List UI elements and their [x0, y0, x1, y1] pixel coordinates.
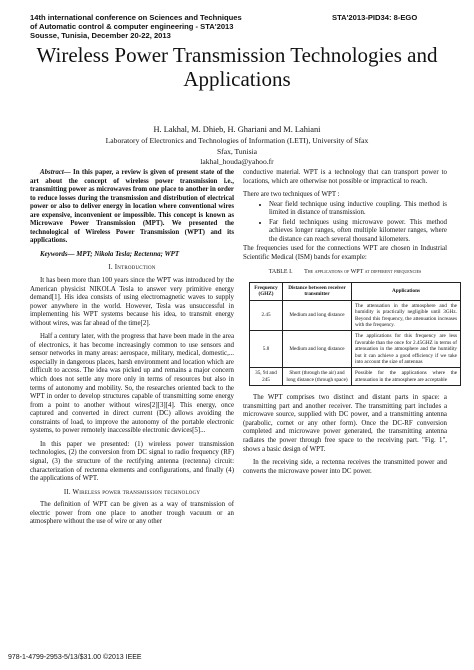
table-cell: The attenuation in the atmosphere and the humidity is practically negligible until 3GHz. Beyond this frequency, the attenuation increases with the frequency. — [352, 300, 461, 331]
table-caption — [243, 268, 447, 277]
paper-id: STA'2013-PID34: 8-EGO — [332, 13, 418, 22]
author-block — [0, 124, 474, 168]
table-cell: Possible for the applications where the attenuation in the atmosphere are acceptable — [352, 368, 461, 386]
author-affiliation: Laboratory of Electronics and Technologies of Information (LETI), University of Sfax — [105, 136, 369, 145]
frequency-table — [249, 282, 461, 386]
table-label: TABLE I. — [268, 269, 293, 276]
conference-line: Sousse, Tunisia, December 20-22, 2013 — [30, 31, 171, 40]
keywords-label: Keywords— — [40, 250, 75, 258]
table-cell: 2.45 — [250, 300, 283, 331]
paragraph: conductive material. WPT is a technology that can transport power to locations, which are otherwise not possible or impractical to reach. — [243, 169, 447, 185]
table-cell: Short (through the air) and long distance (through space) — [283, 368, 352, 386]
paragraph: In this paper we presented: (1) wireless power transmission technologies, (2) the conversion from DC signal to radio frequency (RF) signal, (3) the structure of the rectifying antenna (rectenna) circuit: characterization of rectenna elements and configurations, and finally (4) the applications of WPT. — [30, 440, 234, 483]
abstract — [30, 169, 234, 246]
right-column — [243, 169, 457, 481]
table-cell: The applications for this frequency are less favorable than the once for 2.45GHZ in terms of attenuation in the atmosphere and the humidity but it can achieve a good efficiency if we take into account the size of antennas — [352, 331, 461, 368]
copyright-footer: 978-1-4799-2953-5/13/$31.00 ©2013 IEEE — [8, 654, 142, 661]
table-header-row — [250, 283, 461, 301]
author-email: lakhal_houda@yahoo.fr — [200, 157, 274, 166]
conference-line: of Automatic control & computer engineering - STA'2013 — [30, 22, 234, 31]
paragraph: The frequencies used for the connections WPT are chosen in Industrial Scientific Medical (ISM) bands for example: — [243, 245, 447, 261]
conference-header — [30, 13, 315, 40]
table-cell: Medium and long distance — [283, 331, 352, 368]
table-header: Distance between receiver transmitter — [283, 283, 352, 301]
techniques-list — [243, 201, 447, 245]
left-column — [30, 169, 234, 532]
table-cell: Medium and long distance — [283, 300, 352, 331]
paragraph: The WPT comprises two distinct and distant parts in space: a transmitting part and another receiver. The transmitting part includes a microwave source, supplied with DC power, and a transmitting antenna (parabolic, cornet or any other form). Once the DC-RF conversion completed and microwave power generated, the transmitting antenna radiates the power through free space to the receiving part. "Fig. 1", shows a basic design of WPT. — [243, 394, 447, 453]
table-cell: 5.8 — [250, 331, 283, 368]
abstract-label: Abstract— — [40, 169, 71, 176]
table-title: The applications of WPT at different frequencies — [304, 269, 422, 276]
author-names: H. Lakhal, M. Dhieb, H. Ghariani and M. Lahiani — [153, 125, 321, 134]
keywords — [30, 251, 234, 260]
table-row — [250, 331, 461, 368]
keywords-text: MPT; Nikola Tesla; Rectenna; WPT — [74, 250, 180, 258]
paper-title: Wireless Power Transmission Technologies and Applications — [36, 43, 438, 91]
paragraph: It has been more than 100 years since the WPT was introduced by the American physicist NIKOLA Tesla to answer very primitive energy demand[1]. His idea consists of using electromagnetic waves to supply power anywhere in the world. However, Tesla was unsuccessful in implementing his WPT systems because his idea, to transmit energy without wires, was far ahead of the time[2]. — [30, 277, 234, 327]
table-header: Applications — [352, 283, 461, 301]
conference-line: 14th international conference on Sciences and Techniques — [30, 13, 242, 22]
list-item: • Far field techniques using microwave power. This method achieves longer ranges, often multiple kilometer ranges, where the distance can reach several thousand kilometers. — [269, 219, 447, 245]
table-header: Frequency (GHZ) — [250, 283, 283, 301]
author-location: Sfax, Tunisia — [216, 146, 258, 156]
section-heading: I. Introduction — [108, 264, 156, 272]
table-row — [250, 300, 461, 331]
paragraph: Half a century later, with the progress that have been made in the area of electronics, it has become increasingly common to use sensors and sensor networks in many areas: aerospace, military, medical, domestic,... especially in dangerous places, harsh environment and location which are difficult to access. The idea was picked up and remains a major concern which does not settle any more only in terms of resources but also in terms of autonomy and mobility. So, the researches oriented back to the WPT in order to develop structures capable of transmitting some energy from a point to another without wires[2][3][4]. This energy, once captured and converted in direct current (DC) allows avoiding the constraints of load, to improve the autonomy of the portable electronic systems, to power remotely inaccessible electronic devices[5]... — [30, 333, 234, 435]
table-row — [250, 368, 461, 386]
section-heading: II. Wireless power transmission technology — [63, 488, 201, 496]
paragraph: In the receiving side, a rectenna receives the transmitted power and converts the microwave power into DC power. — [243, 459, 447, 475]
abstract-text: In this paper, a review is given of present state of the art about the concept of wireless power transmission i.e., transmitting power as microwaves from one place to another in order to reduce losses during the transmission and distribution of electrical power or also to deliver energy in location where conventional wires are expensive, inconvenient or impossible. This concept is known as Microwave Power Transmission (MPT). We presented the technological of Wireless Power Transmission (WPT) and its applications. — [30, 169, 234, 245]
table-cell: 35, 94 and 245 — [250, 368, 283, 386]
techniques-intro: There are two techniques of WPT : — [243, 191, 340, 199]
paragraph: The definition of WPT can be given as a way of transmission of electric power from one place to another trough vacuum or an atmosphere without the use of wire or any other — [30, 501, 234, 526]
list-item: • Near field technique using inductive coupling. This method is limited in distance of transmission. — [269, 201, 447, 218]
